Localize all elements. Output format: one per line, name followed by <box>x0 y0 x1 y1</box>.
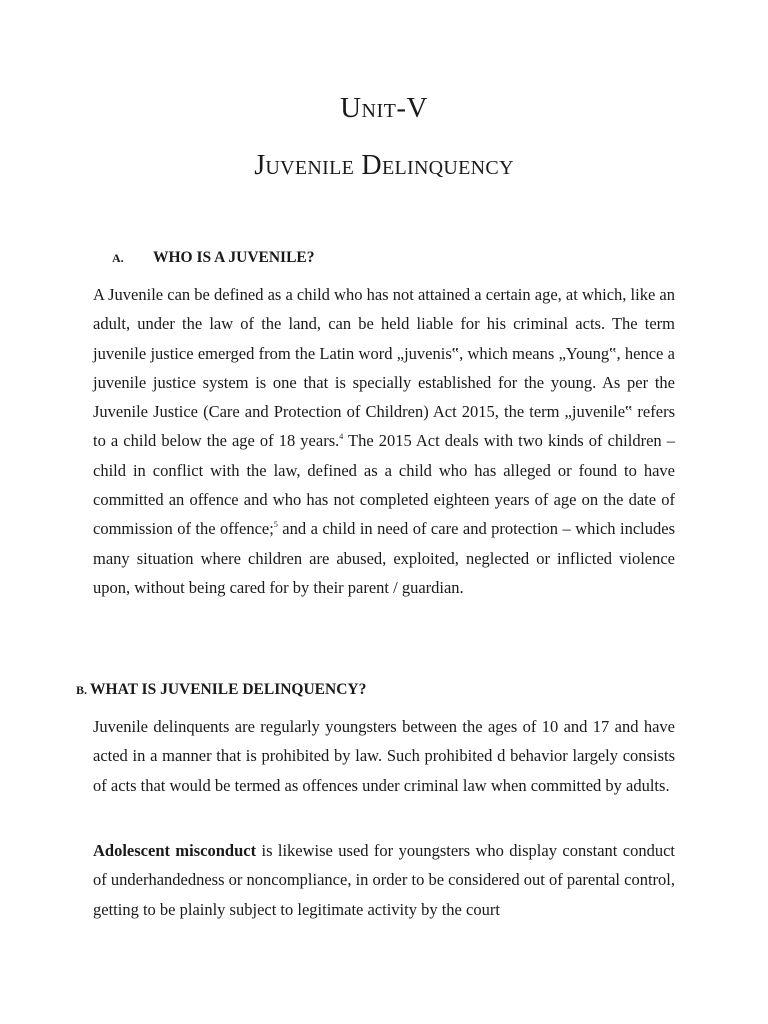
section-b-heading <box>76 681 366 699</box>
section-a-heading-text: WHO IS A JUVENILE? <box>153 249 315 266</box>
unit-title: Unit-V <box>340 92 428 124</box>
section-b-paragraph-2 <box>93 836 675 924</box>
section-b-heading-text: WHAT IS JUVENILE DELINQUENCY? <box>90 681 367 698</box>
section-a-text-1: A Juvenile can be defined as a child who has not attained a certain age, at which, like an adult, under the law of the land, can be held liable for his criminal acts. The term juvenile justice emerged from the Latin word „juvenis‟, which means „Young‟, hence a juvenile justice system is one that is specially established for the young. As per the Juvenile Justice (Care and Protection of Children) Act 2015, the term „juvenile‟ refers to a child below the age of 18 years. <box>93 285 675 451</box>
section-a-text-2: The 2015 Act deals with two kinds of children – child in conflict with the law, defined as a child who has alleged or found to have committed an offence and who has not completed eighteen years of age on the date of commission of the offence; <box>93 431 675 539</box>
adolescent-misconduct-term: Adolescent misconduct <box>93 841 257 860</box>
chapter-title: Juvenile Delinquency <box>254 150 514 181</box>
section-a-text-3: and a child in need of care and protection – which includes many situation where children are abused, exploited, neglected or inflicted violence upon, without being cared for by their parent / guardian. <box>93 519 676 597</box>
footnote-ref-4: 4 <box>339 432 344 442</box>
section-a-marker: A. <box>112 251 124 265</box>
section-b-marker: B. <box>76 683 88 697</box>
footnote-ref-5: 5 <box>273 520 278 530</box>
section-a-paragraph <box>93 280 675 602</box>
section-b-paragraph-1: Juvenile delinquents are regularly youngsters between the ages of 10 and 17 and have acted in a manner that is prohibited by law. Such prohibited d behavior largely consists of acts that would be termed as offences under criminal law when committed by adults. <box>93 717 675 795</box>
section-a-heading <box>112 249 315 267</box>
section-b-paragraph-2-text: is likewise used for youngsters who display constant conduct of underhandedness or noncompliance, in order to be considered out of parental control, getting to be plainly subject to legitimate activity by the court <box>93 841 675 919</box>
